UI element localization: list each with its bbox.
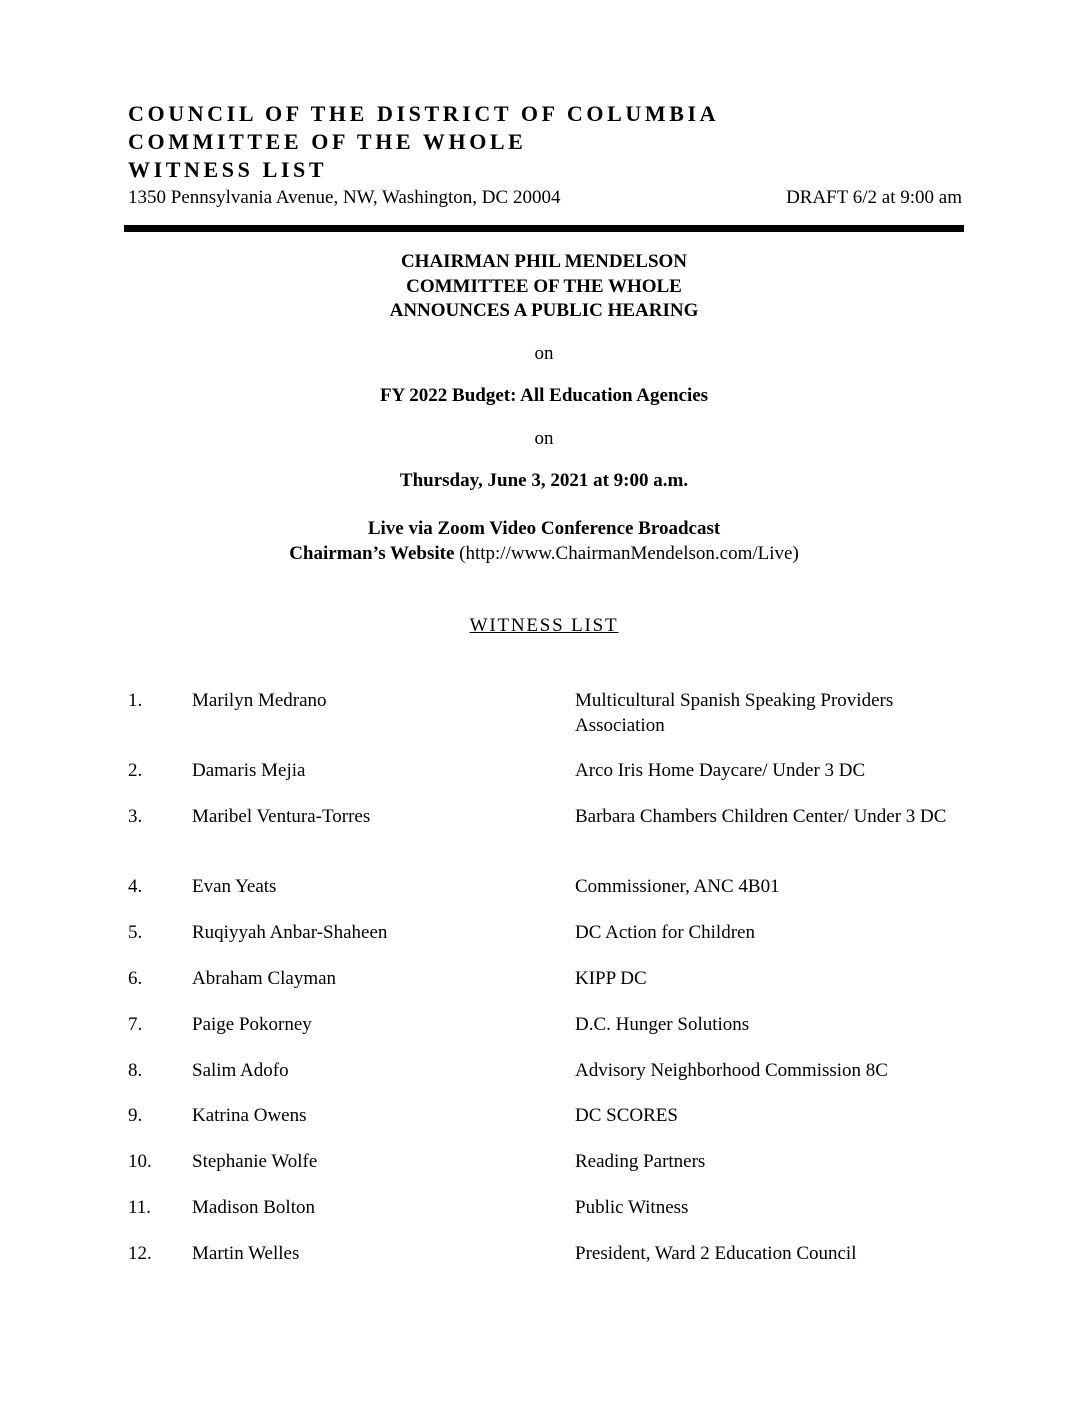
address-row xyxy=(128,186,962,210)
witness-name: Madison Bolton xyxy=(192,1197,315,1218)
witness-name: Stephanie Wolfe xyxy=(192,1151,318,1172)
witness-name: Abraham Clayman xyxy=(192,968,337,989)
witness-name: Salim Adofo xyxy=(192,1060,289,1081)
witness-name: Martin Welles xyxy=(192,1243,300,1264)
witness-name: Maribel Ventura-Torres xyxy=(192,806,371,827)
website-line xyxy=(0,542,1088,567)
announcement-committee: COMMITTEE OF THE WHOLE xyxy=(406,275,682,297)
witness-organization: Public Witness xyxy=(575,1197,689,1218)
website-url[interactable]: (http://www.ChairmanMendelson.com/Live) xyxy=(454,542,799,564)
witness-number: 2. xyxy=(128,760,143,781)
council-name: COUNCIL OF THE DISTRICT OF COLUMBIA xyxy=(128,101,720,126)
witness-name: Ruqiyyah Anbar-Shaheen xyxy=(192,922,388,943)
witness-number: 4. xyxy=(128,876,143,897)
witness-number: 7. xyxy=(128,1014,143,1035)
announcement-heading xyxy=(0,250,1088,324)
witness-organization: Reading Partners xyxy=(575,1151,706,1172)
witness-name: Damaris Mejia xyxy=(192,760,306,781)
witness-number: 3. xyxy=(128,806,143,827)
witness-organization: DC Action for Children xyxy=(575,922,755,943)
hearing-subject: FY 2022 Budget: All Education Agencies xyxy=(379,385,709,406)
witness-organization: Commissioner, ANC 4B01 xyxy=(575,876,780,897)
witness-number: 12. xyxy=(128,1243,152,1264)
witness-organization: Advisory Neighborhood Commission 8C xyxy=(575,1060,888,1081)
witness-organization: DC SCORES xyxy=(575,1105,678,1126)
witness-organization: D.C. Hunger Solutions xyxy=(575,1014,750,1035)
witness-name: Katrina Owens xyxy=(192,1105,307,1126)
witness-name: Paige Pokorney xyxy=(192,1014,312,1035)
draft-stamp: DRAFT 6/2 at 9:00 am xyxy=(786,187,962,208)
on-connector-2: on xyxy=(534,428,554,449)
council-address: 1350 Pennsylvania Avenue, NW, Washington, DC 20004 xyxy=(128,187,561,208)
witness-number: 5. xyxy=(128,922,143,943)
hearing-venue-block xyxy=(0,517,1088,566)
witness-number: 11. xyxy=(128,1197,152,1218)
website-label: Chairman’s Website xyxy=(289,542,455,564)
witness-name: Evan Yeats xyxy=(192,876,277,897)
announcement-hearing: ANNOUNCES A PUBLIC HEARING xyxy=(389,300,699,321)
witness-organization: KIPP DC xyxy=(575,968,647,989)
witness-number: 6. xyxy=(128,968,143,989)
announcement-chairman: CHAIRMAN PHIL MENDELSON xyxy=(400,251,688,272)
witness-organization: Arco Iris Home Daycare/ Under 3 DC xyxy=(575,760,866,781)
witness-name: Marilyn Medrano xyxy=(192,690,327,711)
document-type: WITNESS LIST xyxy=(128,157,328,182)
witness-list-title: WITNESS LIST xyxy=(469,615,619,636)
witness-number: 8. xyxy=(128,1060,143,1081)
witness-organization: Multicultural Spanish Speaking Providers Association xyxy=(575,690,894,736)
header-divider xyxy=(124,225,964,232)
committee-name: COMMITTEE OF THE WHOLE xyxy=(128,129,527,154)
witness-number: 1. xyxy=(128,690,143,711)
letterhead xyxy=(128,100,964,184)
hearing-venue: Live via Zoom Video Conference Broadcast xyxy=(367,518,721,539)
witness-organization: Barbara Chambers Children Center/ Under 3 DC xyxy=(575,806,947,827)
witness-organization: President, Ward 2 Education Council xyxy=(575,1243,857,1264)
witness-number: 9. xyxy=(128,1105,143,1126)
on-connector-1: on xyxy=(534,343,554,364)
hearing-datetime: Thursday, June 3, 2021 at 9:00 a.m. xyxy=(399,470,689,491)
witness-number: 10. xyxy=(128,1151,152,1172)
